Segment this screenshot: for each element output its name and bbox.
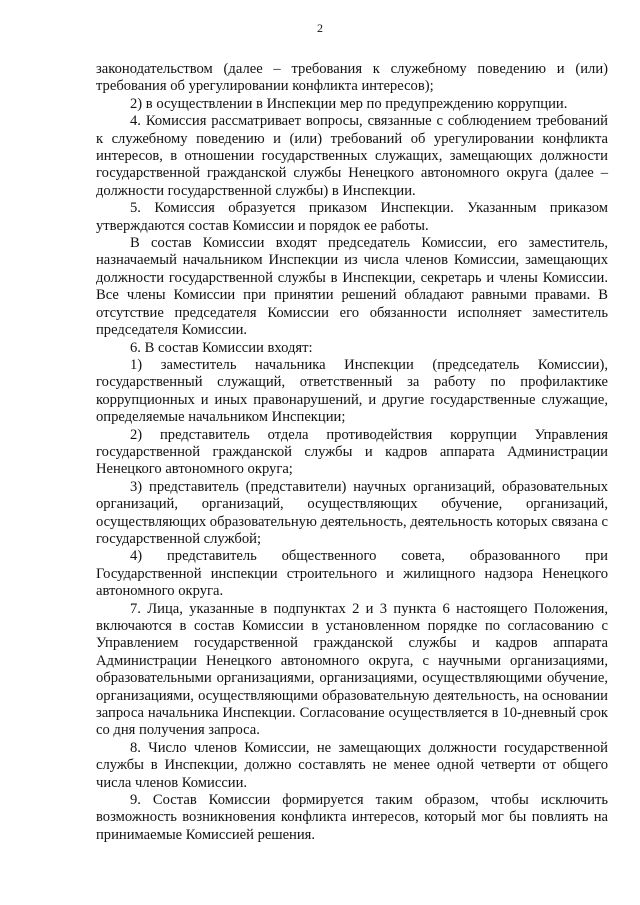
paragraph-clause-6-item-3: 3) представитель (представители) научных организаций, образовательных организаций, организаций, осуществляющих обучение, организаций, осуществляющих образовательную деятельность, деятельность которых связана с государственной службой;: [96, 478, 608, 547]
paragraph-clause-5: 5. Комиссия образуется приказом Инспекции. Указанным приказом утверждаются состав Комиссии и порядок ее работы.: [96, 200, 608, 234]
paragraph-clause-4: 4. Комиссия рассматривает вопросы, связанные с соблюдением требований к служебному поведению и (или) требований об урегулировании конфликта интересов, в отношении государственных служащих, замещающих должности государственной гражданской службы Ненецкого автономного округа (далее – должности государственной службы) в Инспекции.: [96, 113, 608, 199]
paragraph-clause-7: 7. Лица, указанные в подпунктах 2 и 3 пункта 6 настоящего Положения, включаются в состав Комиссии в установленном порядке по согласованию с Управлением государственной гражданской службы и кадров аппарата Администрации Ненецкого автономного округа, с научными организациями, образовательными организациями, организациями, осуществляющими обучение, организациями, осуществляющими образовательную деятельность, на основании запроса начальника Инспекции. Согласование осуществляется в 10-дневный срок со дня получения запроса.: [96, 600, 608, 739]
paragraph-clause-6-item-2: 2) представитель отдела противодействия коррупции Управления государственной гражданской службы и кадров аппарата Администрации Ненецкого автономного округа;: [96, 426, 608, 478]
paragraph-clause-6-item-1: 1) заместитель начальника Инспекции (председатель Комиссии), государственный служащий, ответственный за работу по профилактике коррупционных и иных правонарушений, и другие государственные служащие, определяемые начальником Инспекции;: [96, 356, 608, 426]
paragraph-item-2: 2) в осуществлении в Инспекции мер по предупреждению коррупции.: [130, 95, 568, 112]
page-number: 2: [317, 21, 323, 35]
paragraph-clause-6-item-4: 4) представитель общественного совета, образованного при Государственной инспекции строительного и жилищного надзора Ненецкого автономного округа.: [96, 548, 608, 600]
paragraph-continuation: законодательством (далее – требования к служебному поведению и (или) требования об урегулировании конфликта интересов);: [96, 61, 608, 95]
paragraph-commission-members: В состав Комиссии входят председатель Комиссии, его заместитель, назначаемый начальником Инспекции из числа членов Комиссии, замещающих должности государственной службы в Инспекции, секретарь и члены Комиссии. Все члены Комиссии при принятии решений обладают равными правами. В отсутствие председателя Комиссии его обязанности исполняет заместитель председателя Комиссии.: [96, 235, 608, 339]
paragraph-clause-9: 9. Состав Комиссии формируется таким образом, чтобы исключить возможность возникновения конфликта интересов, который мог бы повлиять на принимаемые Комиссией решения.: [96, 792, 608, 843]
paragraph-clause-8: 8. Число членов Комиссии, не замещающих должности государственной службы в Инспекции, должно составлять не менее одной четверти от общего числа членов Комиссии.: [96, 739, 608, 791]
paragraph-clause-6: 6. В состав Комиссии входят:: [130, 339, 313, 356]
document-body: [96, 61, 608, 844]
